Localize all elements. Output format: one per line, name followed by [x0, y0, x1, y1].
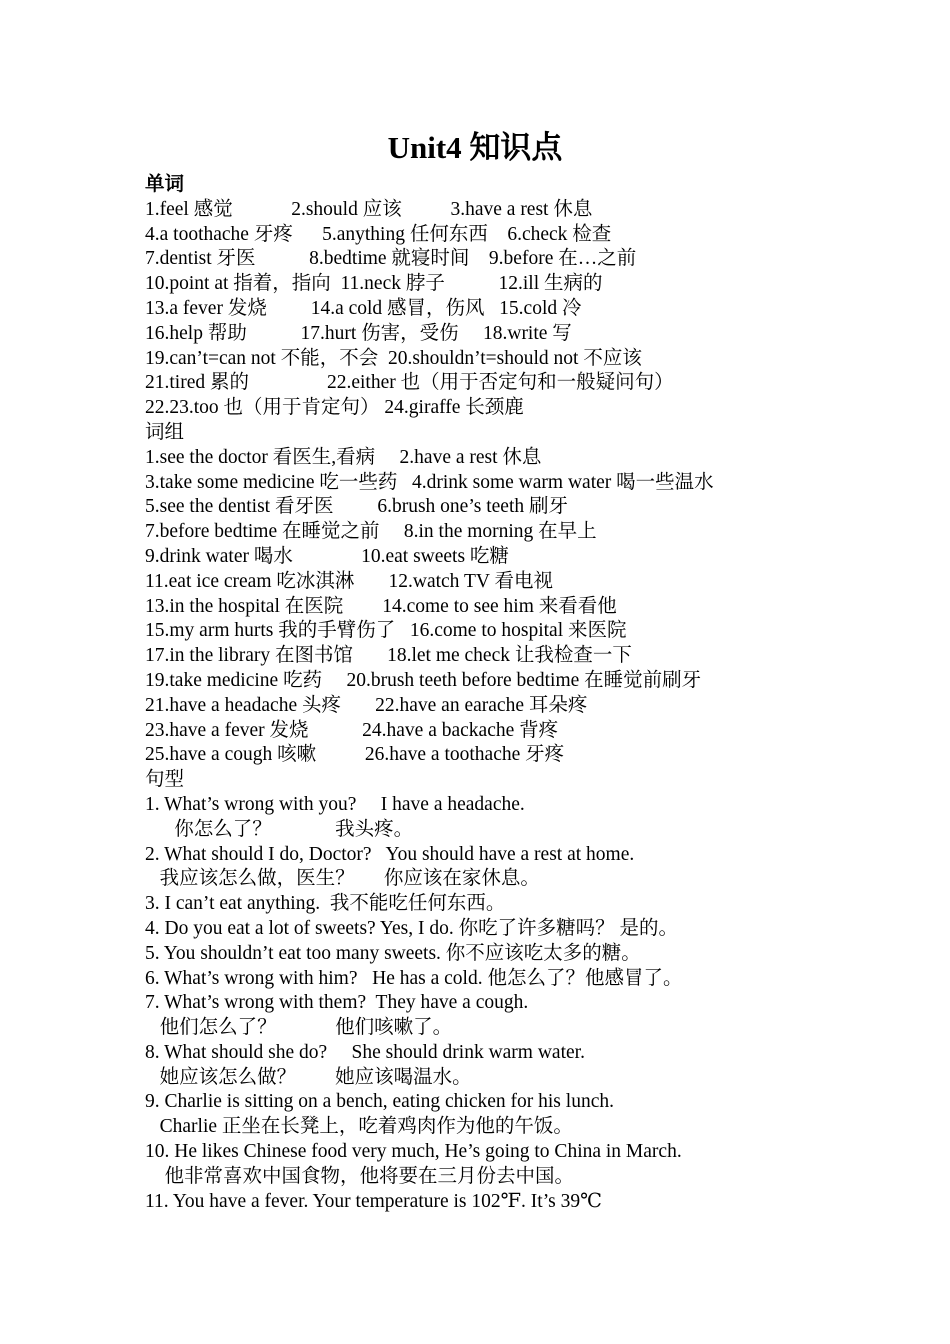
text-line: 我应该怎么做，医生？ 你应该在家休息。 — [145, 868, 540, 890]
text-line: 单词 — [145, 174, 185, 195]
text-line: 10.point at 指着，指向 11.neck 脖子 12.ill 生病的 — [145, 273, 603, 295]
text-line: 9.drink water 喝水 10.eat sweets 吃糖 — [145, 545, 509, 567]
text-line: 3. I can’t eat anything. 我不能吃任何东西。 — [145, 893, 506, 915]
text-line: 他们怎么了？ 他们咳嗽了。 — [145, 1017, 453, 1039]
text-line: 17.in the library 在图书馆 18.let me check 让我检查一下 — [145, 645, 632, 667]
text-line: 她应该怎么做？ 她应该喝温水。 — [145, 1066, 472, 1088]
text-line: 7.dentist 牙医 8.bedtime 就寝时间 9.before 在…之前 — [145, 248, 637, 270]
text-line: 1.see the doctor 看医生,看病 2.have a rest 休息 — [145, 446, 542, 468]
text-line: 6. What’s wrong with him? He has a cold. 他怎么了？他感冒了。 — [145, 967, 683, 989]
text-line: 13.a fever 发烧 14.a cold 感冒，伤风 15.cold 冷 — [145, 297, 582, 319]
text-line: 1.feel 感觉 2.should 应该 3.have a rest 休息 — [145, 198, 593, 220]
text-line: Charlie 正坐在长凳上，吃着鸡肉作为他的午饭。 — [145, 1116, 573, 1138]
text-line: 2. What should I do, Doctor? You should have a rest at home. — [145, 843, 635, 865]
text-line: 1. What’s wrong with you? I have a headache. — [145, 793, 525, 815]
text-line: 19.take medicine 吃药 20.brush teeth before bedtime 在睡觉前刷牙 — [145, 669, 702, 691]
text-line: 13.in the hospital 在医院 14.come to see him 来看看他 — [145, 595, 617, 617]
text-line: 词组 — [145, 421, 185, 443]
text-line: 他非常喜欢中国食物，他将要在三月份去中国。 — [145, 1165, 575, 1187]
text-line: 16.help 帮助 17.hurt 伤害，受伤 18.write 写 — [145, 322, 572, 344]
document-body — [145, 173, 935, 1214]
text-line: 5.see the dentist 看牙医 6.brush one’s teeth 刷牙 — [145, 496, 568, 518]
text-line: 句型 — [145, 769, 185, 791]
text-line: 4. Do you eat a lot of sweets? Yes, I do. 你吃了许多糖吗？ 是的。 — [145, 917, 678, 939]
text-line: 3.take some medicine 吃一些药 4.drink some warm water 喝一些温水 — [145, 471, 714, 493]
text-line: 4.a toothache 牙疼 5.anything 任何东西 6.check 检查 — [145, 223, 612, 245]
text-line: 5. You shouldn’t eat too many sweets. 你不应该吃太多的糖。 — [145, 942, 641, 964]
text-line: 15.my arm hurts 我的手臂伤了 16.come to hospital 来医院 — [145, 620, 627, 642]
text-line: 21.have a headache 头疼 22.have an earache 耳朵疼 — [145, 694, 588, 716]
text-line: 9. Charlie is sitting on a bench, eating chicken for his lunch. — [145, 1091, 614, 1113]
text-line: 10. He likes Chinese food very much, He’s going to China in March. — [145, 1141, 682, 1163]
text-line: 7.before bedtime 在睡觉之前 8.in the morning 在早上 — [145, 521, 597, 543]
page-title: Unit4 知识点 — [387, 130, 563, 165]
text-line: 22.23.too 也（用于肯定句） 24.giraffe 长颈鹿 — [145, 397, 524, 419]
text-line: 11. You have a fever. Your temperature is 102℉. It’s 39℃ — [145, 1190, 602, 1212]
text-line: 23.have a fever 发烧 24.have a backache 背疼 — [145, 719, 559, 741]
text-line: 25.have a cough 咳嗽 26.have a toothache 牙疼 — [145, 744, 565, 766]
text-line: 你怎么了？ 我头疼。 — [145, 818, 414, 840]
text-line: 19.can’t=can not 不能，不会 20.shouldn’t=should not 不应该 — [145, 347, 642, 369]
text-line: 11.eat ice cream 吃冰淇淋 12.watch TV 看电视 — [145, 570, 553, 592]
text-line: 21.tired 累的 22.either 也（用于否定句和一般疑问句） — [145, 372, 674, 394]
text-line: 7. What’s wrong with them? They have a cough. — [145, 992, 529, 1014]
text-line: 8. What should she do? She should drink warm water. — [145, 1041, 585, 1063]
